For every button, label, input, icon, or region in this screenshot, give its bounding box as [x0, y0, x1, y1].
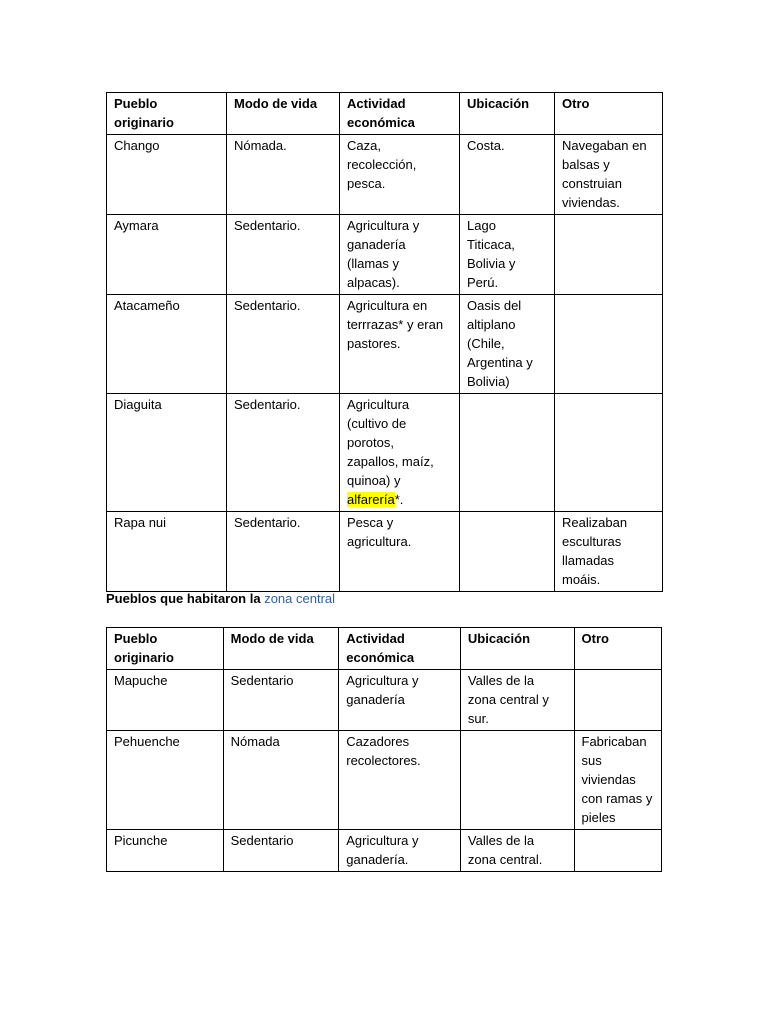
cell-actividad: Pesca y agricultura. — [340, 512, 460, 592]
cell-modo: Sedentario. — [227, 295, 340, 394]
cell-pueblo: Pehuenche — [107, 731, 224, 830]
cell-otro: Realizaban esculturas llamadas moáis. — [555, 512, 663, 592]
table-row — [107, 670, 662, 731]
cell-ubicacion — [460, 394, 555, 512]
table-row — [107, 394, 663, 512]
cell-actividad: Caza, recolección, pesca. — [340, 135, 460, 215]
actividad-text: Agricultura (cultivo de porotos, zapallos, maíz, quinoa) y — [347, 397, 434, 488]
cell-actividad: Agricultura y ganadería. — [339, 830, 461, 872]
cell-ubicacion: Lago Titicaca, Bolivia y Perú. — [460, 215, 555, 295]
heading-text: Pueblos que habitaron la — [106, 591, 265, 606]
table-row — [107, 135, 663, 215]
header-ubicacion: Ubicación — [460, 628, 574, 670]
cell-modo: Sedentario — [223, 830, 339, 872]
table-row — [107, 215, 663, 295]
header-pueblo: Pueblo originario — [107, 628, 224, 670]
cell-modo: Nómada — [223, 731, 339, 830]
cell-ubicacion — [460, 512, 555, 592]
cell-ubicacion: Valles de la zona central. — [460, 830, 574, 872]
cell-modo: Sedentario — [223, 670, 339, 731]
header-actividad: Actividad económica — [340, 93, 460, 135]
cell-modo: Sedentario. — [227, 394, 340, 512]
pueblos-table-2 — [106, 627, 662, 872]
table-row — [107, 830, 662, 872]
header-pueblo: Pueblo originario — [107, 93, 227, 135]
cell-pueblo: Atacameño — [107, 295, 227, 394]
cell-pueblo: Rapa nui — [107, 512, 227, 592]
header-ubicacion: Ubicación — [460, 93, 555, 135]
header-otro: Otro — [555, 93, 663, 135]
cell-pueblo: Chango — [107, 135, 227, 215]
cell-ubicacion: Oasis del altiplano (Chile, Argentina y Bolivia) — [460, 295, 555, 394]
cell-modo: Nómada. — [227, 135, 340, 215]
cell-actividad: Agricultura y ganadería (llamas y alpacas). — [340, 215, 460, 295]
header-modo-de-vida: Modo de vida — [223, 628, 339, 670]
header-actividad: Actividad económica — [339, 628, 461, 670]
cell-otro — [555, 295, 663, 394]
cell-otro — [555, 215, 663, 295]
table-row — [107, 512, 663, 592]
cell-otro: Fabricaban sus viviendas con ramas y pieles — [574, 731, 661, 830]
pueblos-table-1 — [106, 92, 663, 592]
table-header-row — [107, 93, 663, 135]
heading-link[interactable]: zona central — [264, 591, 336, 606]
section-heading — [106, 589, 335, 608]
cell-actividad — [340, 394, 460, 512]
cell-otro — [574, 830, 661, 872]
cell-modo: Sedentario. — [227, 512, 340, 592]
cell-pueblo: Diaguita — [107, 394, 227, 512]
cell-ubicacion: Valles de la zona central y sur. — [460, 670, 574, 731]
cell-ubicacion: Costa. — [460, 135, 555, 215]
cell-pueblo: Picunche — [107, 830, 224, 872]
actividad-suffix: *. — [394, 492, 404, 507]
cell-ubicacion — [460, 731, 574, 830]
cell-actividad: Cazadores recolectores. — [339, 731, 461, 830]
table-row — [107, 731, 662, 830]
cell-actividad: Agricultura en terrrazas* y eran pastores. — [340, 295, 460, 394]
header-otro: Otro — [574, 628, 661, 670]
table-header-row — [107, 628, 662, 670]
cell-otro — [555, 394, 663, 512]
table-row — [107, 295, 663, 394]
cell-pueblo: Mapuche — [107, 670, 224, 731]
cell-otro — [574, 670, 661, 731]
highlighted-word: alfarería — [347, 492, 395, 507]
cell-pueblo: Aymara — [107, 215, 227, 295]
cell-modo: Sedentario. — [227, 215, 340, 295]
cell-otro: Navegaban en balsas y construian viviendas. — [555, 135, 663, 215]
cell-actividad: Agricultura y ganadería — [339, 670, 461, 731]
header-modo-de-vida: Modo de vida — [227, 93, 340, 135]
